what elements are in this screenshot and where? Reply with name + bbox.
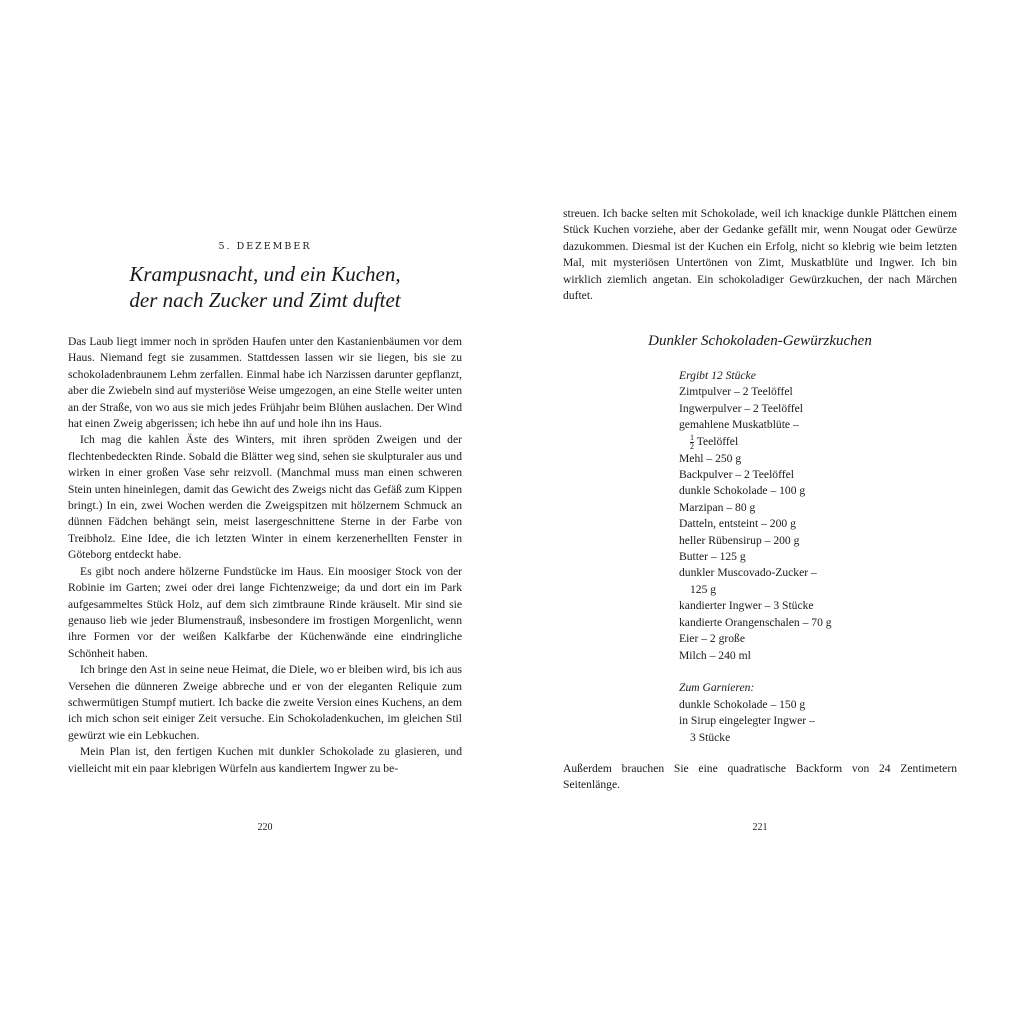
recipe-footer-text: Außerdem brauchen Sie eine quadratische Backform von 24 Zentimetern Seitenlänge. <box>563 762 957 792</box>
ingredient: kandierter Ingwer – 3 Stücke <box>679 599 814 613</box>
chapter-title <box>68 261 462 313</box>
paragraph: Ich mag die kahlen Äste des Winters, mit ihren spröden Zweigen und der flechtenbedeckten Rinde. Sobald die Blätter weg sind, sehen sie skulpturaler aus und wirken in einer großen Vase sehr reizvoll. (Manchmal muss man einen schweren Stein unten hineinlegen, damit das Gewicht des Zweigs nicht das Gefäß zum Kippen bringt.) In ein, zwei Wochen werden die Zweigspitzen mit hölzernem Schmuck an dünnen Fädchen behängt sein, meist lasergeschnittene Sterne in der Farbe von Treibholz. Eine Idee, die ich letzten Winter in einem kerzenerhellten Fenster in Göteborg entdeckt habe. <box>68 433 462 562</box>
left-body-text <box>68 334 462 777</box>
garnish-item: in Sirup eingelegter Ingwer – <box>679 714 815 728</box>
paragraph: Mein Plan ist, den fertigen Kuchen mit dunkler Schokolade zu glasieren, und vielleicht mit ein paar klebrigen Würfeln aus kandiertem Ingwer zu be- <box>68 745 462 775</box>
fraction: $\frac{1}{2}$ <box>690 432 694 451</box>
ingredient: Milch – 240 ml <box>679 648 751 662</box>
garnish-continuation: 3 Stücke <box>690 730 731 744</box>
ingredient: Eier – 2 große <box>679 632 745 646</box>
ingredient-list <box>679 368 879 746</box>
ingredient: Ingwerpulver – 2 Teelöffel <box>679 401 803 415</box>
garnish-item: dunkle Schokolade – 150 g <box>679 697 806 711</box>
garnish-header: Zum Garnieren: <box>679 681 755 695</box>
ingredient: dunkle Schokolade – 100 g <box>679 484 806 498</box>
page-number-left: 220 <box>257 822 273 833</box>
ingredient: kandierte Orangenschalen – 70 g <box>679 615 832 629</box>
recipe-yield: Ergibt 12 Stücke <box>679 369 756 382</box>
ingredient: Backpulver – 2 Teelöffel <box>679 468 794 482</box>
page-number-right: 221 <box>752 822 768 833</box>
ingredient: heller Rübensirup – 200 g <box>679 533 800 547</box>
recipe-title: Dunkler Schokoladen-Gewürzkuchen <box>648 333 872 349</box>
ingredient: Mehl – 250 g <box>679 451 742 465</box>
ingredient: Zimtpulver – 2 Teelöffel <box>679 385 793 399</box>
ingredient-continuation: 125 g <box>690 582 717 596</box>
ingredient: gemahlene Muskatblüte – <box>679 418 799 432</box>
chapter-date: 5. DEZEMBER <box>218 241 312 252</box>
paragraph: Das Laub liegt immer noch in spröden Haufen unter den Kastanienbäumen vor dem Haus. Niemand fegt sie zusammen. Stattdessen lassen wir sie liegen, bis sie zu schokoladenbraunem Lehm zerfallen. Einmal habe ich Narzissen darunter gepflanzt, aber die Zwiebeln sind auf mysteriöse Weise umgezogen, an eine Stelle weiter unten an der Straße, von wo aus sie mich jedes Frühjahr beim Blühen auslachen. Der Wind hat einen Zweig abgerissen; ich hebe ihn auf und hole ihn ins Haus. <box>68 335 462 431</box>
paragraph: Es gibt noch andere hölzerne Fundstücke im Haus. Ein moosiger Stock von der Robinie im Garten; zwei oder drei lange Fichtenzweige; da und dort ein im Park aufgesammeltes Stück Holz, auf dem sich zimtbraune Rinde kräuselt. Mir sind sie genauso lieb wie jeder Blumenstrauß, insbesondere im frostigen Morgenlicht, wenn ihre Formen vor der weißen Kalkfarbe der Küchenwände eine eindringliche Schönheit haben. <box>68 564 462 660</box>
ingredient: Butter – 125 g <box>679 550 746 564</box>
chapter-title-line-2: der nach Zucker und Zimt duftet <box>129 288 401 312</box>
ingredient: Marzipan – 80 g <box>679 500 756 514</box>
ingredient: dunkler Muscovado-Zucker – <box>679 566 817 580</box>
paragraph: Ich bringe den Ast in seine neue Heimat, die Diele, wo er bleiben wird, bis ich aus Versehen die dünneren Zweige abbreche und er von der eleganten Reliquie zum schwermütigen Stumpf mutiert. Ich backe die zweite Version eines Kuchens, an dem ich mich schon seit einiger Zeit versuche. Ein Schokoladenkuchen, im gleichen Stil gewürzt wie ein Lebkuchen. <box>68 663 462 742</box>
ingredient: Datteln, entsteint – 200 g <box>679 517 796 531</box>
ingredient-continuation <box>679 434 879 451</box>
spacer <box>679 664 879 680</box>
ingredient-unit: Teelöffel <box>696 434 739 448</box>
continuation-text: streuen. Ich backe selten mit Schokolade, weil ich knackige dunkle Plättchen einem Stück Kuchen vorziehe, aber der Gedanke gefällt mir, wenn Nougat oder Gewürze dazukommen. Diesmal ist der Kuchen ein Erfolg, nicht so klebrig wie beim letzten Mal, mit mysteriösen Untertönen von Zimt, Muskatblüte und Ingwer. Ich bin wirklich ziemlich angetan. Ein schokoladiger Gewürzkuchen, der nach Märchen duftet. <box>563 207 957 303</box>
chapter-title-line-1: Krampusnacht, und ein Kuchen, <box>129 262 401 286</box>
